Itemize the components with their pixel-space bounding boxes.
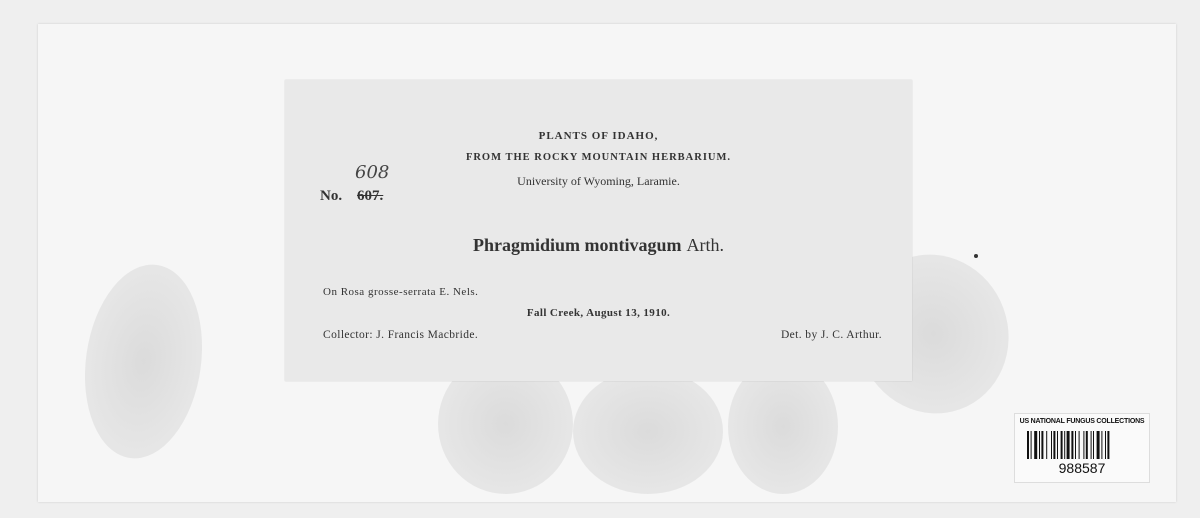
label-header-institution: University of Wyoming, Laramie.: [517, 174, 680, 188]
species-author: Arth.: [686, 235, 724, 255]
barcode-icon: [1027, 431, 1137, 459]
specimen-label: [285, 80, 912, 381]
label-header-title: PLANTS OF IDAHO,: [538, 130, 659, 142]
barcode-title: US NATIONAL FUNGUS COLLECTIONS: [1019, 418, 1145, 425]
debris-speck: [974, 254, 978, 258]
barcode-label: [1014, 413, 1150, 483]
specimen-leaf: [73, 257, 214, 466]
specimen-number-prefix: No.: [320, 188, 343, 204]
barcode-number: 988587: [1058, 460, 1106, 476]
locality-date: Fall Creek, August 13, 1910.: [526, 307, 671, 319]
label-header-herbarium: FROM THE ROCKY MOUNTAIN HERBARIUM.: [465, 152, 732, 163]
specimen-number-printed: 607.: [357, 188, 384, 204]
collector: Collector: J. Francis Macbride.: [323, 329, 479, 341]
species-line: [285, 235, 912, 256]
specimen-number-handwritten: 608: [355, 162, 390, 183]
species-name: Phragmidium montivagum: [472, 235, 682, 255]
host-plant: On Rosa grosse-serrata E. Nels.: [323, 286, 479, 298]
determiner: Det. by J. C. Arthur.: [780, 329, 882, 341]
specimen-leaf: [573, 369, 723, 494]
